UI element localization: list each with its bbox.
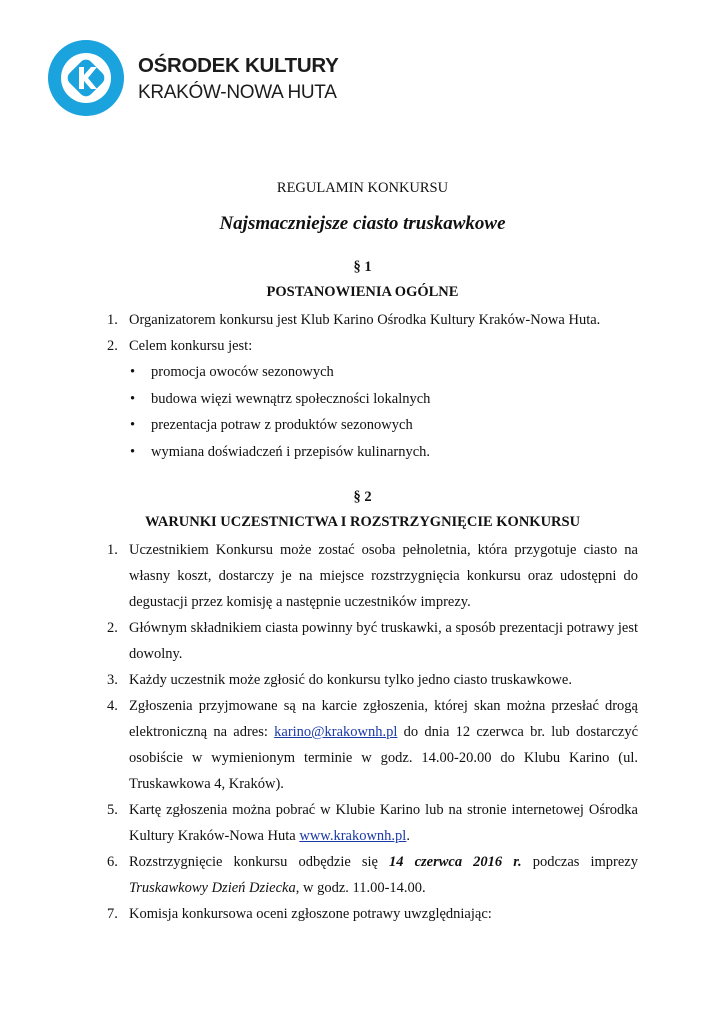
bullet-item (0, 412, 725, 439)
item-text: Uczestnikiem Konkursu może zostać osoba pełnoletnia, która przygotuje ciasto na własny koszt, dostarczy je na miejsce rozstrzygnięcia konkursu oraz udostępni do degustacji przez komisję a następnie uczestników imprezy. (129, 542, 638, 610)
k-logo-icon (48, 40, 124, 116)
item-text: Każdy uczestnik może zgłosić do konkursu tylko jedno ciasto truskawkowe. (129, 672, 572, 688)
bullet-text: promocja owoców sezonowych (151, 364, 334, 380)
section-1 (0, 259, 725, 465)
item-text-part: podczas imprezy (521, 854, 638, 870)
list-item (0, 797, 725, 849)
brand-logo (48, 40, 348, 120)
item-text: Celem konkursu jest: (129, 338, 253, 354)
event-date: 14 czerwca 2016 r. (389, 854, 522, 870)
section-heading: WARUNKI UCZESTNICTWA I ROZSTRZYGNIĘCIE KONKURSU (144, 514, 581, 530)
list-item (0, 693, 725, 797)
item-text: Komisja konkursowa oceni zgłoszone potrawy uwzględniając: (129, 906, 492, 922)
item-number: 2. (107, 338, 118, 354)
bullet-icon: • (130, 364, 136, 380)
item-text-part: do dnia 12 czerwca br. lub dostarczyć osobiście w wymienionym terminie w godz. 14.00-20.00 do Klubu Karino (ul. Truskawkowa 4, Kraków). (129, 724, 639, 792)
document-body (0, 175, 725, 927)
item-number: 7. (107, 906, 118, 922)
bullet-item (0, 439, 725, 466)
item-text-part: . (406, 828, 410, 844)
item-text: Organizatorem konkursu jest Klub Karino Ośrodka Kultury Kraków-Nowa Huta. (129, 312, 601, 328)
item-number: 1. (107, 312, 118, 328)
list-item (0, 667, 725, 693)
bullet-icon: • (130, 417, 136, 433)
item-number: 6. (107, 854, 118, 870)
list-item (0, 537, 725, 615)
bullet-text: wymiana doświadczeń i przepisów kulinarnych. (151, 443, 431, 460)
section-1-list (0, 307, 725, 359)
bullet-text: prezentacja potraw z produktów sezonowych (151, 417, 413, 433)
list-item (0, 615, 725, 667)
item-number: 2. (107, 620, 118, 636)
section-2 (0, 489, 725, 927)
document-title: Najsmaczniejsze ciasto truskawkowe (219, 213, 506, 234)
list-item (0, 849, 725, 901)
item-number: 3. (107, 672, 118, 688)
item-text: Głównym składnikiem ciasta powinny być truskawki, a sposób prezentacji potrawy jest dowolny. (129, 620, 638, 662)
list-item (0, 333, 725, 359)
list-item (0, 901, 725, 927)
website-link[interactable]: www.krakownh.pl (299, 828, 407, 844)
brand-title: OŚRODEK KULTURY (138, 54, 339, 77)
document-type: REGULAMIN KONKURSU (276, 180, 449, 196)
section-number: § 1 (353, 259, 372, 275)
section-number: § 2 (353, 489, 372, 505)
list-item (0, 307, 725, 333)
bullet-item (0, 386, 725, 413)
brand-subtitle: KRAKÓW-NOWA HUTA (138, 82, 337, 103)
bullet-icon: • (130, 390, 136, 407)
item-text-part: , w godz. 11.00-14.00. (295, 880, 426, 896)
item-text-part: Zgłoszenia przyjmowane są na karcie zgłoszenia, której skan można przesłać drogą elektroniczną na adres: (129, 698, 638, 740)
email-link[interactable]: karino@krakownh.pl (274, 724, 398, 740)
goals-bullet-list (0, 359, 725, 465)
item-text-part: Kartę zgłoszenia można pobrać w Klubie Karino lub na stronie internetowej Ośrodka Kultury Kraków-Nowa Huta (129, 802, 638, 844)
item-text-part: Rozstrzygnięcie konkursu odbędzie się (129, 854, 390, 870)
item-number: 4. (107, 698, 118, 714)
section-heading: POSTANOWIENIA OGÓLNE (266, 284, 459, 300)
bullet-item (0, 359, 725, 386)
bullet-text: budowa więzi wewnątrz społeczności lokalnych (151, 390, 431, 407)
event-name: Truskawkowy Dzień Dziecka (129, 880, 296, 896)
section-2-list (0, 537, 725, 927)
bullet-icon: • (130, 443, 136, 460)
item-number: 5. (107, 802, 118, 818)
item-number: 1. (107, 542, 118, 558)
